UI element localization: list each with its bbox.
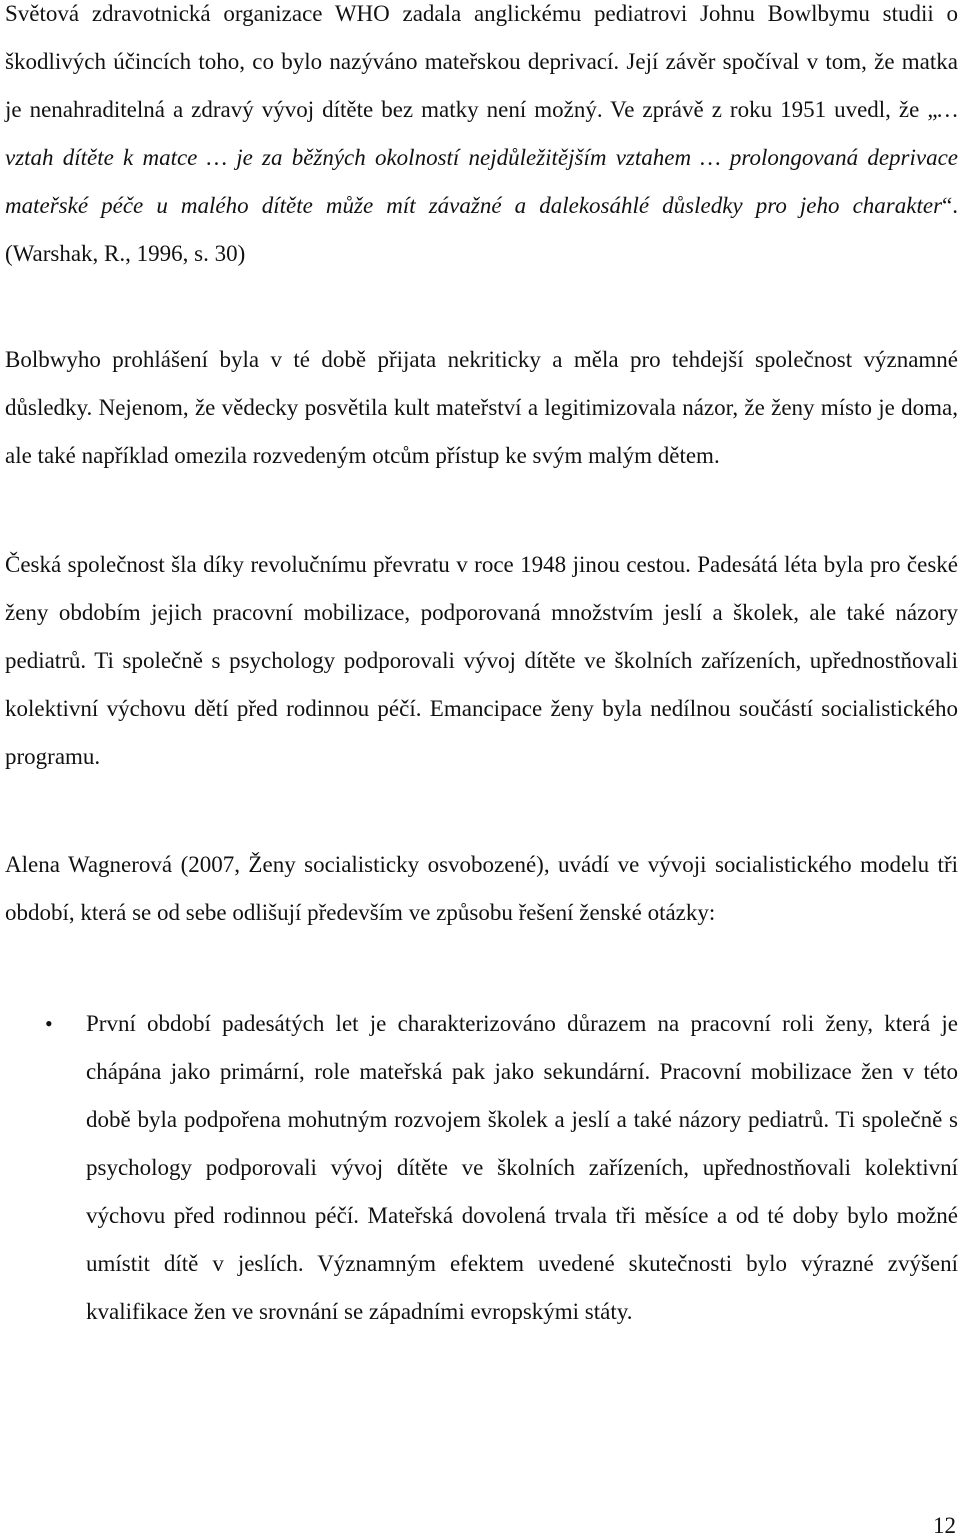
paragraph-czech-society: Česká společnost šla díky revolučnímu převratu v roce 1948 jinou cestou. Padesátá léta byla pro české ženy obdobím jejich pracovní mobilizace, podporovaná množstvím jeslí a školek, ale také názory pediatrů. Ti společně s psychology podporovali vývoj dítěte ve školních zařízeních, upřednostňovali kolektivní výchovu dětí před rodinnou péčí. Emancipace ženy byla nedílnou součástí socialistického programu. [5, 552, 958, 769]
periods-list [5, 1000, 958, 1336]
list-item [5, 1000, 958, 1336]
citation-warshak: “. (Warshak, R., 1996, s. 30) [5, 193, 958, 266]
list-item-text: První období padesátých let je charakterizováno důrazem na pracovní roli ženy, která je chápána jako primární, role mateřská pak jako sekundární. Pracovní mobilizace žen v této době byla podpořena mohutným rozvojem školek a jeslí a také názory pediatrů. Ti společně s psychology podporovali vývoj dítěte ve školních zařízeních, upřednostňovali kolektivní výchovu před rodinnou péčí. Mateřská dovolená trvala tři měsíce a od té doby bylo možné umístit dítě v jeslích. Významným efektem uvedené skutečnosti bylo výrazné zvýšení kvalifikace žen ve srovnání se západními evropskými státy. [86, 1011, 958, 1324]
paragraph-wagnerova: Alena Wagnerová (2007, Ženy socialisticky osvobozené), uvádí ve vývoji socialistického modelu tři období, která se od sebe odlišují především ve způsobu řešení ženské otázky: [5, 852, 958, 925]
paragraph-bowlby [5, 0, 958, 278]
paragraph-consequences: Bolbwyho prohlášení byla v té době přijata nekriticky a měla pro tehdejší společnost významné důsledky. Nejenom, že vědecky posvětila kult mateřství a legitimizovala názor, že ženy místo je doma, ale také například omezila rozvedeným otcům přístup ke svým malým dětem. [5, 347, 958, 468]
bowlby-quote: … vztah dítěte k matce … je za běžných okolností nejdůležitějším vztahem … prolongovaná deprivace mateřské péče u malého dítěte může mít závažné a dalekosáhlé důsledky pro jeho charakter [5, 97, 958, 218]
page-number: 12 [933, 1513, 956, 1538]
paragraph-bowlby-text: Světová zdravotnická organizace WHO zadala anglickému pediatrovi Johnu Bowlbymu studii o škodlivých účincích toho, co bylo nazýváno mateřskou deprivací. Její závěr spočíval v tom, že matka je nenahraditelná a zdravý vývoj dítěte bez matky není možný. Ve zprávě z roku 1951 uvedl, že „ [5, 1, 958, 122]
bullet-icon: • [45, 1011, 53, 1036]
